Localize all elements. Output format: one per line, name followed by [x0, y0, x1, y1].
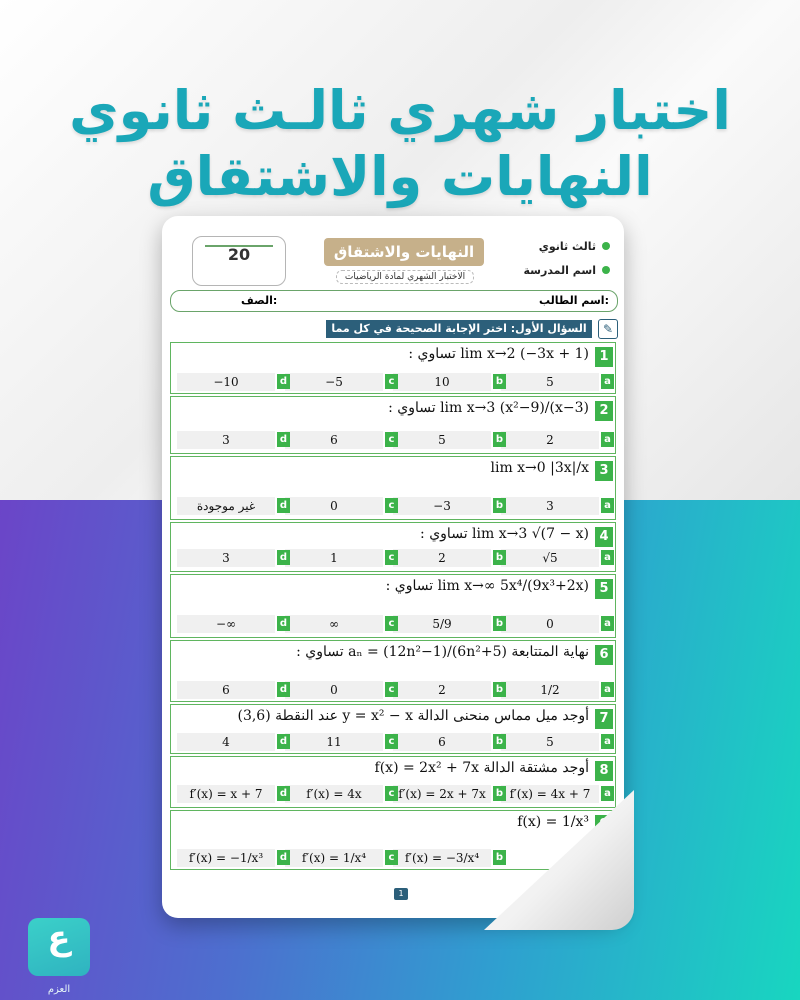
option-c[interactable]: 11 — [285, 733, 383, 751]
question-8 — [170, 756, 616, 808]
option-letter-b: b — [493, 432, 506, 447]
page-number: 1 — [394, 888, 408, 900]
sheet-subtitle: الاختبار الشهري لمادة الرياضيات — [336, 270, 474, 284]
student-name-label: اسم الطالب: — [539, 294, 609, 307]
option-c[interactable]: 0 — [285, 681, 383, 699]
question-text: lim x→∞ 5x⁴/(9x³+2x) تساوي : — [385, 578, 589, 594]
option-letter-c: c — [385, 850, 398, 865]
option-letter-d: d — [277, 786, 290, 801]
option-b[interactable]: f′(x) = −3/x⁴ — [393, 849, 491, 867]
option-letter-b: b — [493, 682, 506, 697]
bullet-icon — [602, 242, 610, 250]
option-c[interactable]: 0 — [285, 497, 383, 515]
option-c[interactable]: 6 — [285, 431, 383, 449]
option-b[interactable]: 2 — [393, 681, 491, 699]
option-letter-a: a — [601, 432, 614, 447]
option-letter-c: c — [385, 498, 398, 513]
option-c[interactable]: 1 — [285, 549, 383, 567]
question-9 — [170, 810, 616, 870]
option-c[interactable]: ∞ — [285, 615, 383, 633]
option-d[interactable]: −∞ — [177, 615, 275, 633]
headline-line2: النهايات والاشتقاق — [147, 145, 653, 208]
option-letter-a: a — [601, 374, 614, 389]
option-letter-a: a — [601, 550, 614, 565]
option-letter-b: b — [493, 550, 506, 565]
option-letter-d: d — [277, 498, 290, 513]
question-2 — [170, 396, 616, 454]
bullet-icon — [602, 266, 610, 274]
option-c[interactable]: f′(x) = 4x — [285, 785, 383, 803]
section-title: السؤال الأول: اختر الإجابة الصحيحة في كل مما — [326, 320, 592, 338]
question-number: 8 — [595, 761, 613, 781]
logo-text: العزم — [47, 984, 71, 995]
question-number: 4 — [595, 527, 613, 547]
option-letter-c: c — [385, 786, 398, 801]
option-letter-c: c — [385, 734, 398, 749]
option-b[interactable]: 2 — [393, 549, 491, 567]
option-a[interactable]: 0 — [501, 615, 599, 633]
option-letter-d: d — [277, 616, 290, 631]
option-d[interactable]: f′(x) = −1/x³ — [177, 849, 275, 867]
question-4 — [170, 522, 616, 572]
option-letter-c: c — [385, 616, 398, 631]
option-d[interactable]: f′(x) = x + 7 — [177, 785, 275, 803]
pencil-icon: ✎ — [598, 319, 618, 339]
brand-logo — [28, 918, 90, 995]
question-text: lim x→0 |3x|/x — [490, 460, 589, 476]
question-number: 2 — [595, 401, 613, 421]
option-letter-b: b — [493, 734, 506, 749]
option-letter-c: c — [385, 432, 398, 447]
question-7 — [170, 704, 616, 754]
option-a[interactable]: 1/2 — [501, 681, 599, 699]
question-text: lim x→3 √(7 − x) تساوي : — [420, 526, 589, 542]
option-letter-c: c — [385, 374, 398, 389]
score-value: 20 — [227, 245, 251, 264]
option-c[interactable]: f′(x) = 1/x⁴ — [285, 849, 383, 867]
option-b[interactable]: 6 — [393, 733, 491, 751]
option-letter-d: d — [277, 550, 290, 565]
option-d[interactable]: 3 — [177, 549, 275, 567]
option-b[interactable]: 5/9 — [393, 615, 491, 633]
option-letter-c: c — [385, 682, 398, 697]
option-letter-b: b — [493, 498, 506, 513]
option-letter-a: a — [601, 786, 614, 801]
option-letter-d: d — [277, 850, 290, 865]
option-d[interactable]: 3 — [177, 431, 275, 449]
option-a[interactable]: 5 — [501, 373, 599, 391]
question-3 — [170, 456, 616, 520]
sheet-title: النهايات والاشتقاق — [324, 238, 484, 266]
headline — [0, 78, 800, 210]
option-a[interactable]: 2 — [501, 431, 599, 449]
question-number: 7 — [595, 709, 613, 729]
question-number: 3 — [595, 461, 613, 481]
option-d[interactable]: −10 — [177, 373, 275, 391]
option-letter-c: c — [385, 550, 398, 565]
option-letter-b: b — [493, 786, 506, 801]
option-letter-d: d — [277, 682, 290, 697]
question-text: lim x→3 (x²−9)/(x−3) تساوي : — [388, 400, 589, 416]
option-letter-d: d — [277, 374, 290, 389]
question-text: نهاية المتتابعة aₙ = (12n²−1)/(6n²+5) تساوي : — [296, 644, 589, 660]
option-letter-b: b — [493, 374, 506, 389]
option-letter-b: b — [493, 850, 506, 865]
headline-line1: اختبار شهري ثالـث ثانوي — [69, 79, 731, 142]
option-letter-d: d — [277, 734, 290, 749]
option-letter-a: a — [601, 498, 614, 513]
score-underline — [205, 245, 273, 247]
question-text: أوجد مشتقة الدالة f(x) = 2x² + 7x — [374, 760, 589, 776]
option-letter-a: a — [601, 682, 614, 697]
option-a[interactable]: √5 — [501, 549, 599, 567]
question-text: أوجد ميل مماس منحنى الدالة y = x² − x عند النقطة (3,6) — [237, 708, 589, 724]
exam-sheet — [162, 216, 624, 918]
question-6 — [170, 640, 616, 702]
option-a[interactable]: 3 — [501, 497, 599, 515]
option-letter-d: d — [277, 432, 290, 447]
question-number: 6 — [595, 645, 613, 665]
logo-glyph: ع — [47, 918, 71, 958]
option-letter-b: b — [493, 616, 506, 631]
question-text: f(x) = 1/x³ — [517, 814, 589, 830]
option-d[interactable]: 4 — [177, 733, 275, 751]
option-b[interactable]: f′(x) = 2x + 7x — [393, 785, 491, 803]
option-c[interactable]: −5 — [285, 373, 383, 391]
option-d[interactable]: 6 — [177, 681, 275, 699]
question-number: 5 — [595, 579, 613, 599]
question-number: 1 — [595, 347, 613, 367]
question-text: lim x→2 (−3x + 1) تساوي : — [408, 346, 589, 362]
school-label: اسم المدرسة — [524, 264, 611, 277]
option-b[interactable]: −3 — [393, 497, 491, 515]
option-letter-a: a — [601, 616, 614, 631]
score-box — [192, 236, 286, 286]
option-a[interactable]: f′(x) = 4x + 7 — [501, 785, 599, 803]
option-b[interactable]: 10 — [393, 373, 491, 391]
option-b[interactable]: 5 — [393, 431, 491, 449]
grade-label: ثالث ثانوي — [539, 240, 610, 253]
student-info-bar[interactable] — [170, 290, 618, 312]
question-5 — [170, 574, 616, 638]
question-1 — [170, 342, 616, 394]
option-d[interactable]: غير موجودة — [177, 497, 275, 515]
option-a[interactable]: 5 — [501, 733, 599, 751]
class-label: الصف: — [241, 294, 278, 307]
option-letter-a: a — [601, 734, 614, 749]
